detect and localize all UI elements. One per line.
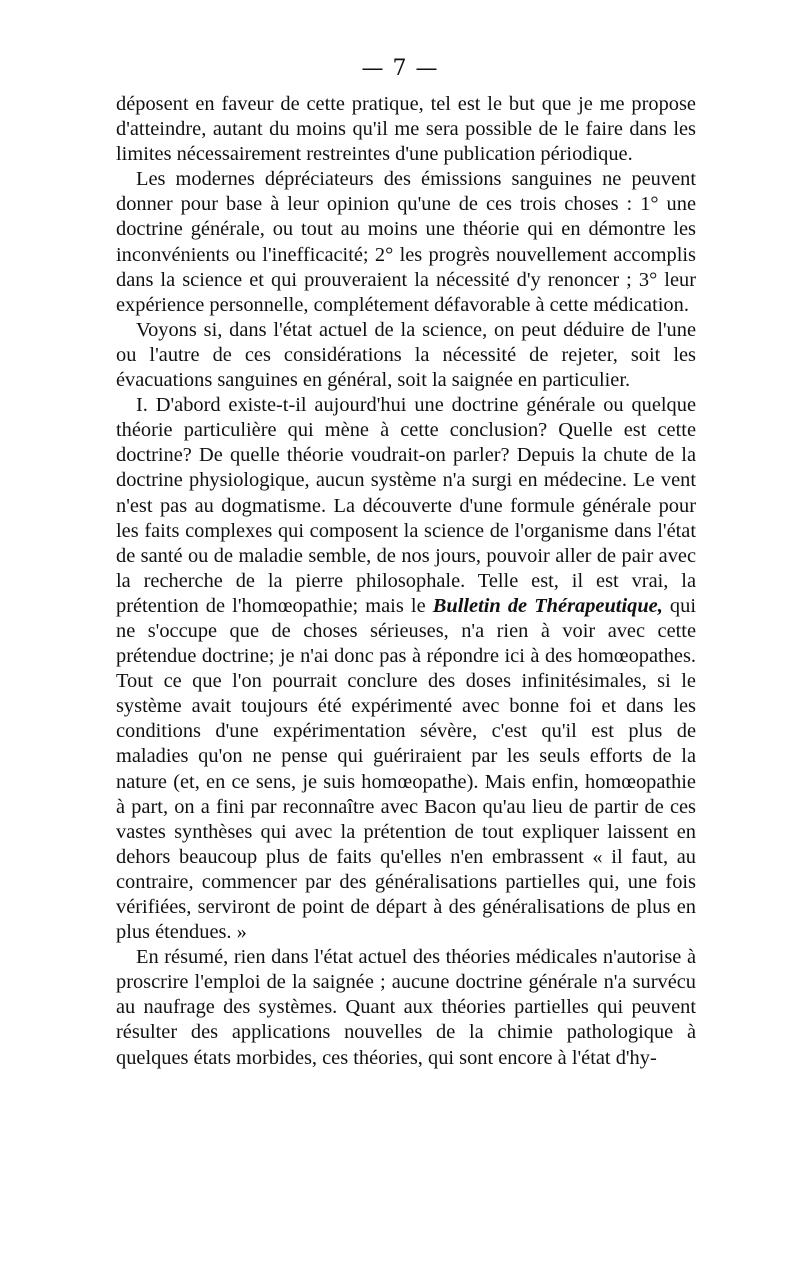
page-number: — 7 —: [361, 56, 439, 81]
paragraph-4-part-1: I. D'abord existe-t-il aujourd'hui une doctrine générale ou quelque théorie particulière qui mène à cette conclusion? Quelle est cette doctrine? De quelle théorie voudrait-on parler? Depuis la chute de la doctrine physiologique, aucun système n'a surgi en médecine. Le vent n'est pas au dogmatisme. La découverte d'une formule générale pour les faits complexes qui composent la science de l'organisme dans l'état de santé ou de maladie semble, de nos jours, pouvoir aller de pair avec la recherche de la pierre philosophale. Telle est, il est vrai, la prétention de l'homœopathie; mais le: [116, 394, 696, 617]
body-text: [116, 92, 696, 1071]
paragraph-4: [116, 393, 696, 945]
paragraph-2: Les modernes dépréciateurs des émissions sanguines ne peuvent donner pour base à leur opinion qu'une de ces trois choses : 1° une doctrine générale, ou tout au moins une théorie qui en démontre les inconvénients ou l'inefficacité; 2° les progrès nouvellement accomplis dans la science et qui prouveraient la nécessité d'y renoncer ; 3° leur expérience personnelle, complétement défavorable à cette médication.: [116, 168, 696, 316]
paragraph-5: En résumé, rien dans l'état actuel des théories médicales n'autorise à proscrire l'emploi de la saignée ; aucune doctrine générale n'a survécu au naufrage des systèmes. Quant aux théories partielles qui peuvent résulter des applications nouvelles de la chimie pathologique à quelques états morbides, ces théories, qui sont encore à l'état d'hy-: [116, 946, 696, 1069]
paragraph-3: Voyons si, dans l'état actuel de la science, on peut déduire de l'une ou l'autre de ces considérations la nécessité de rejeter, soit les évacuations sanguines en général, soit la saignée en particulier.: [116, 318, 696, 392]
journal-title: Bulletin de Thérapeutique,: [432, 594, 663, 617]
paragraph-1: déposent en faveur de cette pratique, tel est le but que je me propose d'atteindre, autant du moins qu'il me sera possible de le faire dans les limites nécessairement restreintes d'une publication périodique.: [116, 93, 696, 166]
paragraph-4-part-2: qui ne s'occupe que de choses sérieuses, n'a rien à voir avec cette prétendue doctrine; je n'ai donc pas à répondre ici à des homœopathes. Tout ce que l'on pourrait conclure des doses infinitésimales, si le système avait toujours été expérimenté avec bonne foi et dans les conditions d'une expérimentation sévère, c'est qu'il est plus de maladies qu'on ne pense qui guériraient par les seuls efforts de la nature (et, en ce sens, je suis homœopathe). Mais enfin, homœopathie à part, on a fini par reconnaître avec Bacon qu'au lieu de partir de ces vastes synthèses qui avec la prétention de tout expliquer laissent en dehors beaucoup plus de faits qu'elles n'en embrassent « il faut, au contraire, commencer par des généralisations partielles qui, une fois vérifiées, serviront de point de départ à des généralisations de plus en plus étendues. »: [116, 594, 696, 944]
